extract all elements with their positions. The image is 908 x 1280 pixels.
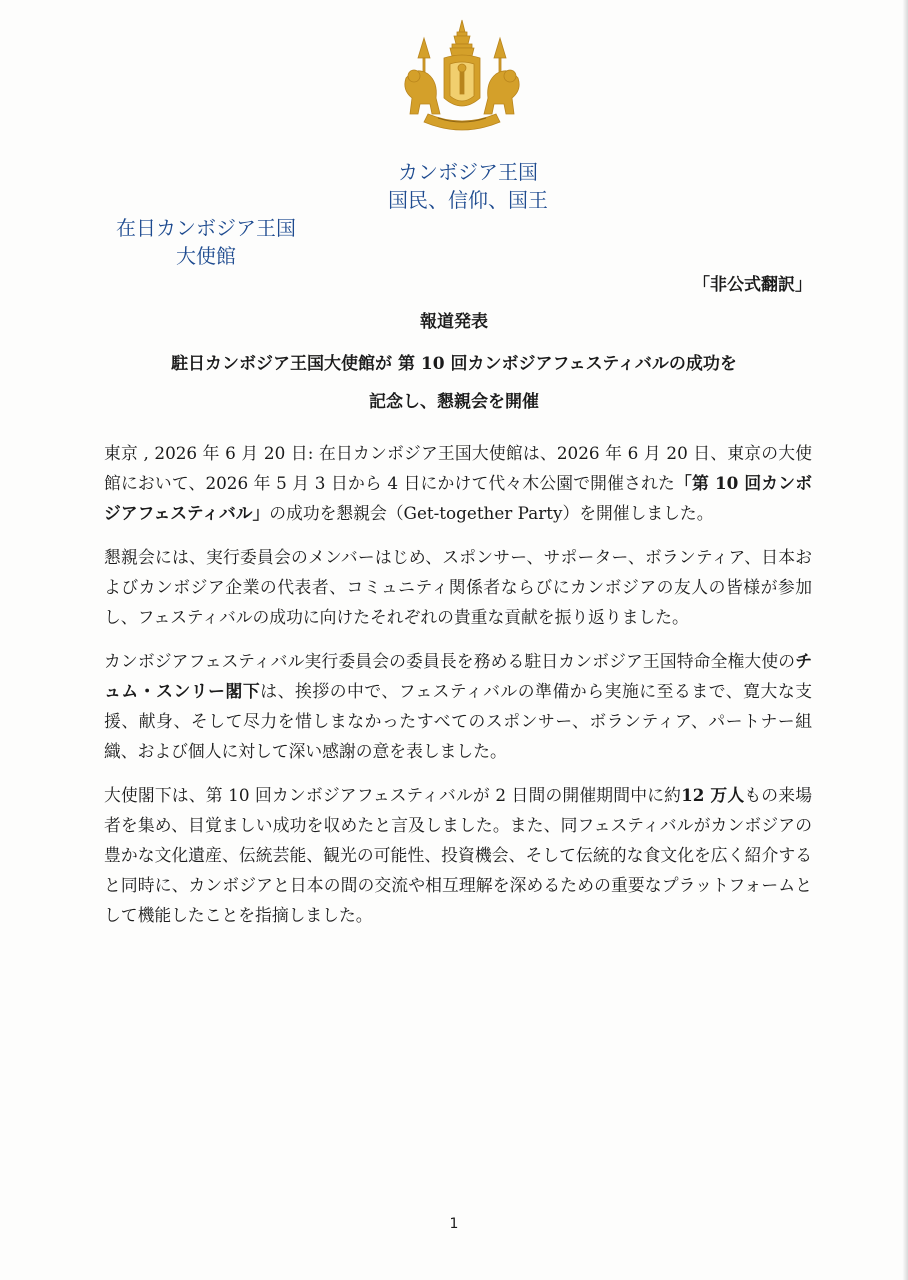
press-release-title: 報道発表 bbox=[420, 312, 488, 332]
page-number: 1 bbox=[449, 1216, 459, 1232]
paragraph-1-bold: 「第 10 回カンボジアフェスティバル」 bbox=[104, 473, 812, 523]
paragraph-4 bbox=[104, 780, 812, 930]
visitor-count: 12 万人 bbox=[681, 785, 745, 805]
kingdom-heading bbox=[0, 158, 908, 214]
royal-arms-emblem-icon bbox=[398, 18, 526, 140]
paragraph-3-end: は、挨拶の中で、フェスティバルの準備から実施に至るまで、寛大な支援、献身、そして尽力を惜しまなかったすべてのスポンサー、ボランティア、パートナー組織、および個人に対して深い感謝の意を表しました。 bbox=[104, 681, 812, 761]
paragraph-2: 懇親会には、実行委員会のメンバーはじめ、スポンサー、サポーター、ボランティア、日本およびカンボジア企業の代表者、コミュニティ関係者ならびにカンボジアの友人の皆様が参加し、フェスティバルの成功に向けたそれぞれの貴重な貢献を振り返りました。 bbox=[104, 547, 812, 627]
embassy-heading bbox=[96, 214, 316, 270]
embassy-name-line2: 大使館 bbox=[176, 244, 236, 268]
paragraph-1-text: 東京 , 2026 年 6 月 20 日: 在日カンボジア王国大使館は、2026 年 6 月 20 日、東京の大使館において、2026 年 5 月 3 日から 4 日にかけて代々木公園で開催された bbox=[104, 443, 812, 493]
body-text bbox=[104, 438, 812, 944]
headline-line1: 駐日カンボジア王国大使館が 第 10 回カンボジアフェスティバルの成功を bbox=[171, 354, 737, 374]
paragraph-4-end: もの来場者を集め、目覚ましい成功を収めたと言及しました。また、同フェスティバルがカンボジアの豊かな文化遺産、伝統芸能、観光の可能性、投資機会、そして伝統的な食文化を広く紹介すると同時に、カンボジアと日本の間の交流や相互理解を深めるための重要なプラットフォームとして機能したことを指摘しました。 bbox=[104, 785, 812, 925]
paragraph-4-text: 大使閣下は、第 10 回カンボジアフェスティバルが 2 日間の開催期間中に約 bbox=[104, 785, 682, 805]
page-edge bbox=[902, 0, 908, 1280]
kingdom-motto: 国民、信仰、国王 bbox=[388, 188, 548, 212]
unofficial-translation-label: 「非公式翻訳」 bbox=[693, 275, 812, 295]
kingdom-name: カンボジア王国 bbox=[398, 160, 538, 184]
paragraph-3 bbox=[104, 646, 812, 766]
ambassador-name: チュム・スンリー閣下 bbox=[104, 651, 812, 701]
headline bbox=[0, 345, 908, 421]
embassy-name-line1: 在日カンボジア王国 bbox=[116, 216, 296, 240]
headline-line2: 記念し、懇親会を開催 bbox=[369, 392, 539, 412]
paragraph-1-end: の成功を懇親会（Get-together Party）を開催しました。 bbox=[269, 503, 714, 523]
paragraph-3-text: カンボジアフェスティバル実行委員会の委員長を務める駐日カンボジア王国特命全権大使の bbox=[104, 651, 796, 671]
paragraph-1 bbox=[104, 438, 812, 528]
